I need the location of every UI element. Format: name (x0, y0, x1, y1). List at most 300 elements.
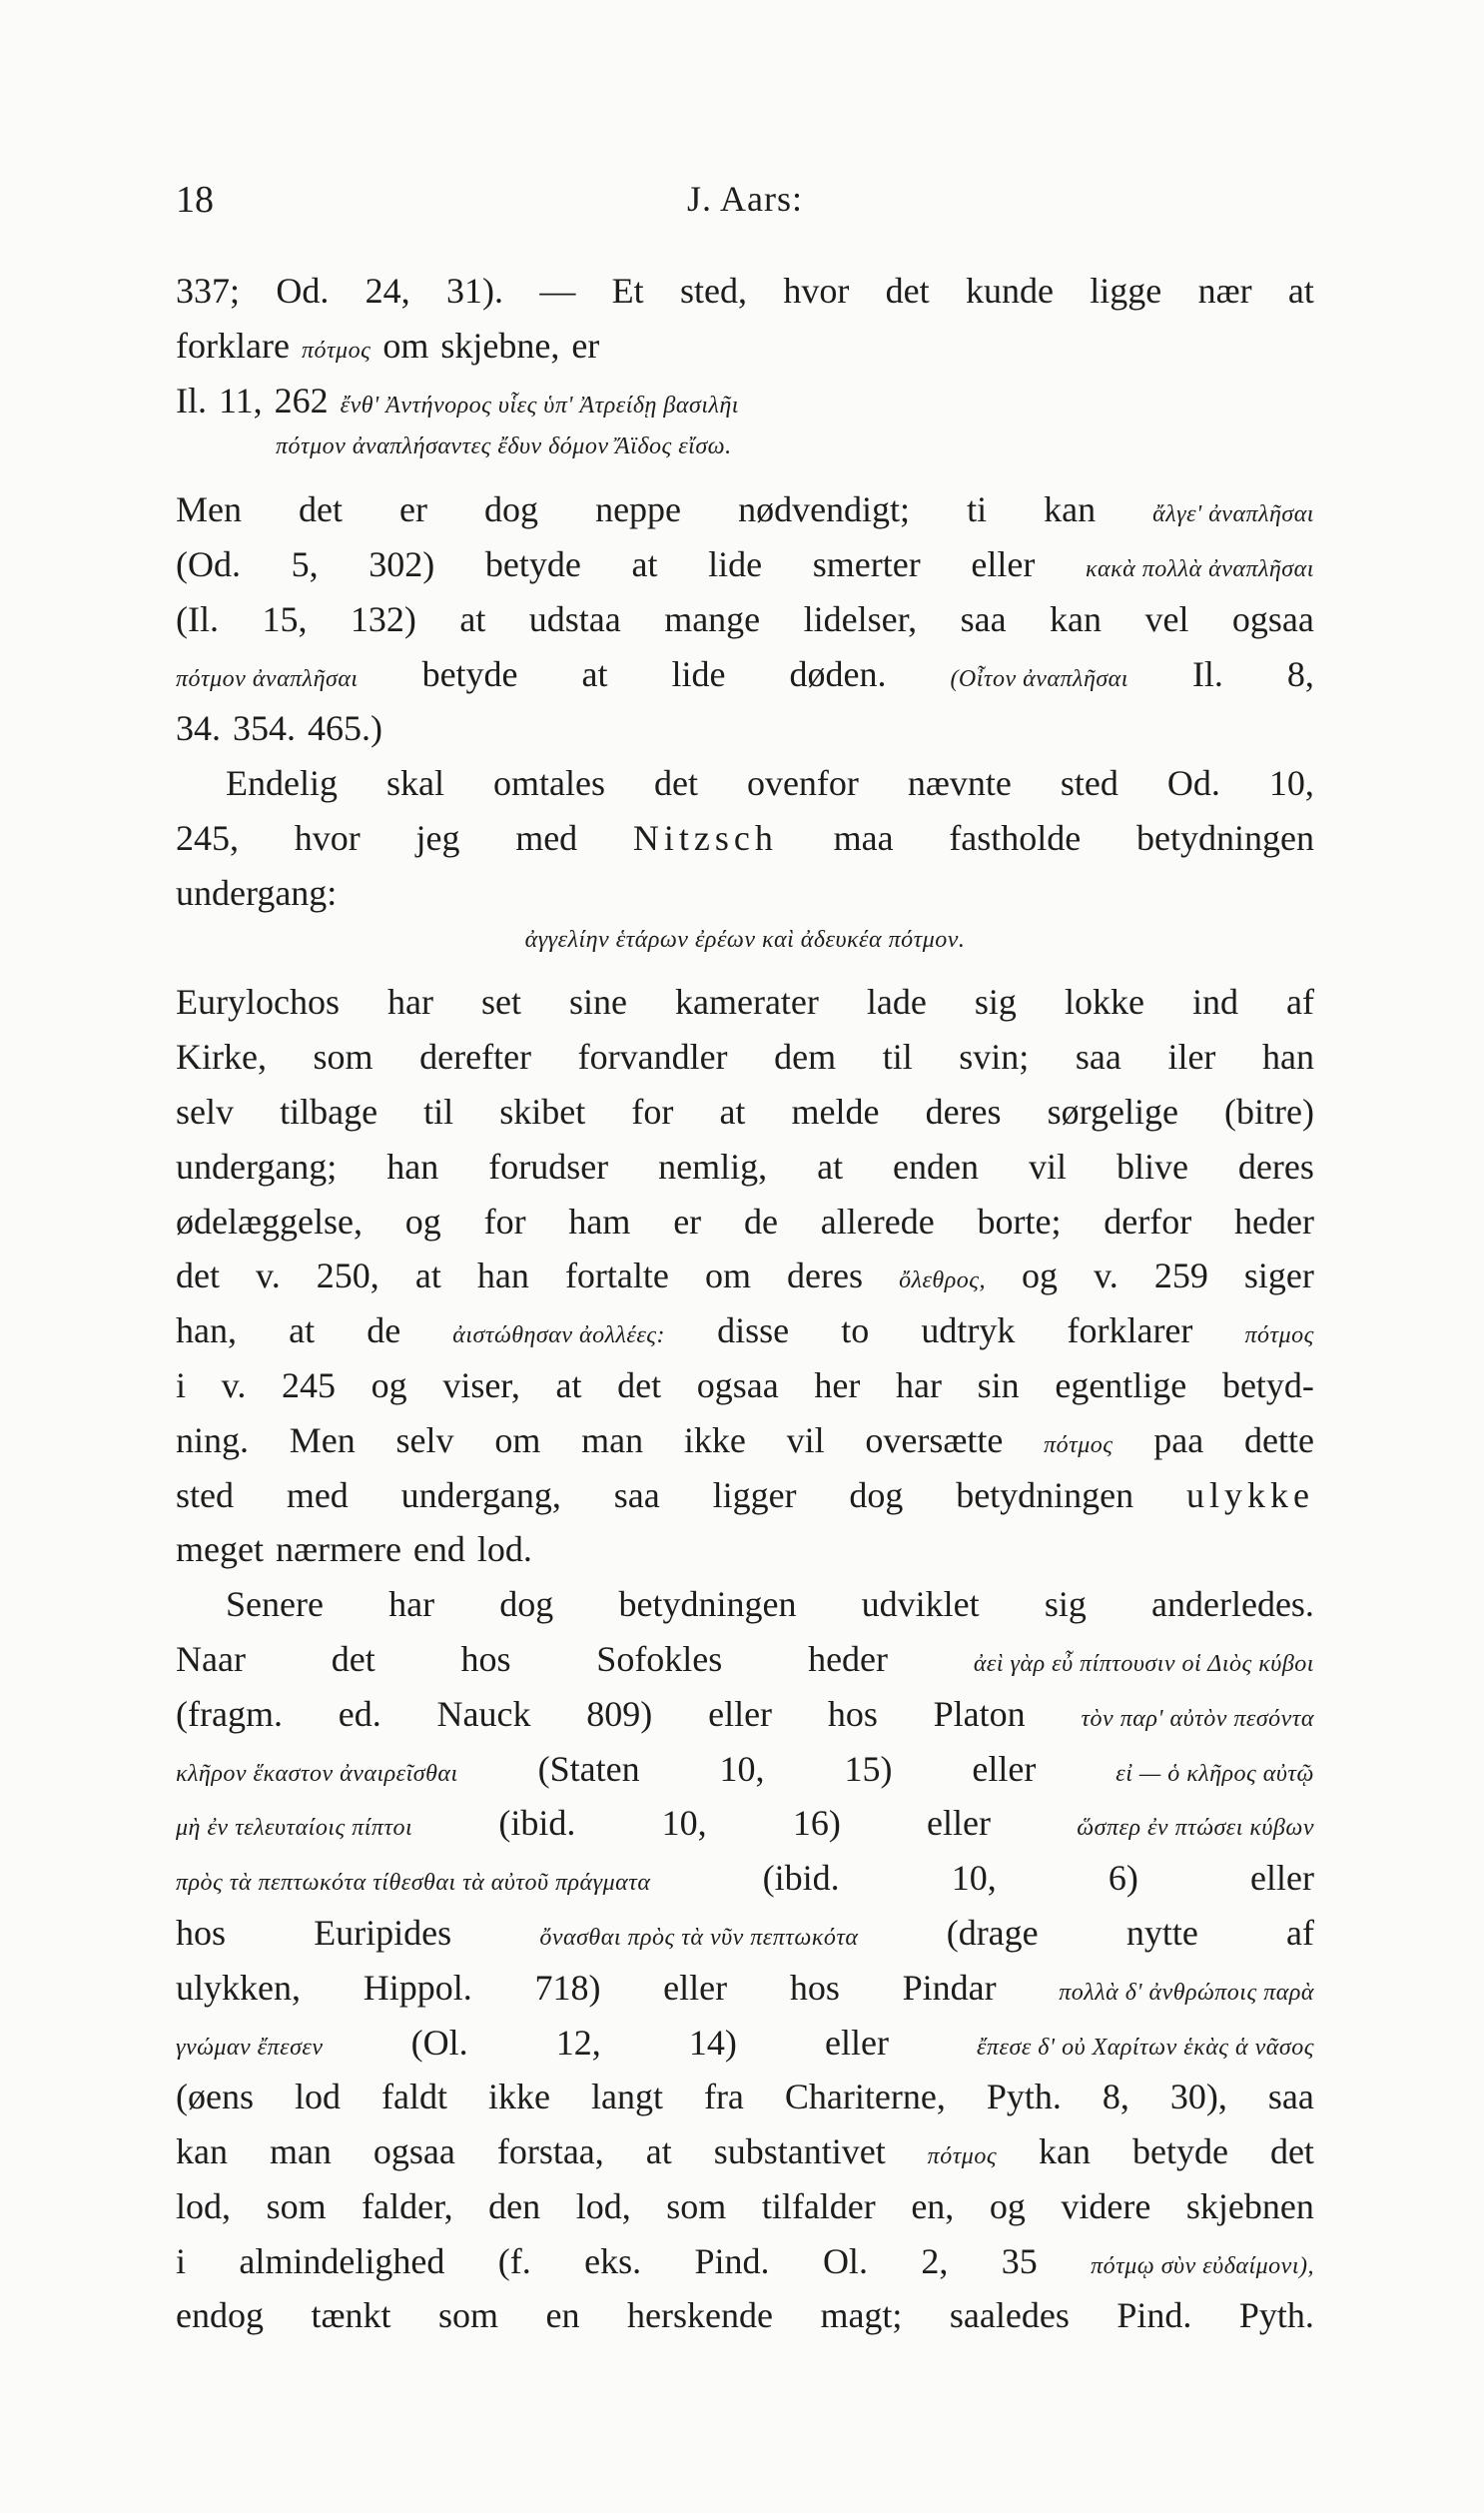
word: sig (974, 982, 1017, 1023)
word: lide (708, 543, 763, 584)
word: dette (1244, 1419, 1314, 1460)
word: at (631, 543, 658, 584)
word: hos (460, 1638, 511, 1679)
word: anderledes. (1151, 1584, 1314, 1625)
word: at (459, 598, 486, 639)
text-line (176, 1638, 1314, 1693)
word: sted (1060, 763, 1118, 804)
word: langt (590, 2077, 663, 2117)
word: borte; (977, 1201, 1062, 1242)
word: falder, (362, 2185, 453, 2226)
word: lokke (1064, 982, 1144, 1023)
word: paa (1153, 1419, 1204, 1460)
text-line (176, 1255, 1314, 1309)
word: faldt (381, 2077, 447, 2117)
word: 245 (282, 1364, 336, 1405)
word: Il. (1191, 653, 1223, 694)
word: enden (893, 1146, 980, 1187)
greek-phrase: πότμῳ σὺν εὐδαίμονι), (1091, 2252, 1314, 2279)
word: som (438, 2295, 499, 2336)
word: som (666, 2185, 727, 2226)
word: og (989, 2185, 1026, 2226)
word: betydningen (956, 1474, 1134, 1515)
word: nødvendigt; (738, 489, 911, 530)
text-line (176, 927, 1314, 982)
word: vel (1144, 598, 1189, 639)
text-line (176, 1693, 1314, 1748)
word: de (367, 1310, 401, 1351)
word: 10, (719, 1748, 765, 1789)
word: ligge (1090, 271, 1162, 311)
text-line (176, 1419, 1314, 1474)
word: og (1022, 1256, 1059, 1296)
word: v. (256, 1256, 281, 1296)
word: undergang, (400, 1474, 561, 1515)
word: tilbage (280, 1091, 378, 1132)
word: eller (927, 1803, 991, 1844)
word: hvor (294, 817, 361, 858)
word: viser, (442, 1364, 520, 1405)
word: heder (808, 1638, 889, 1679)
word: Pind. (1116, 2295, 1192, 2336)
word: eller (972, 1748, 1037, 1789)
word: det (1269, 2131, 1314, 2172)
word: sin (977, 1364, 1020, 1405)
word: herskende (627, 2295, 773, 2336)
word: ogsaa (696, 1364, 779, 1405)
word: betyde (484, 543, 581, 584)
word: eller (663, 1967, 728, 2008)
word: dem (774, 1037, 837, 1078)
word: egentlige (1055, 1364, 1187, 1405)
word: det (331, 1638, 375, 1679)
word: omtales (492, 763, 605, 804)
greek-phrase: πότμος (1244, 1322, 1314, 1349)
word: saa (1075, 1037, 1121, 1078)
text-line (176, 433, 1314, 488)
word: 15, (262, 598, 308, 639)
word: Pyth. (986, 2077, 1062, 2117)
word: oversætte (865, 1419, 1004, 1460)
word: ikke (683, 1419, 746, 1460)
word: v. (1094, 1256, 1118, 1296)
word: Il. (176, 380, 207, 420)
word: 24, (365, 271, 410, 311)
greek-phrase: εἰ — ὁ κλῆρος αὐτῷ (1115, 1760, 1314, 1787)
word: (bitre) (1224, 1091, 1314, 1132)
word: om (382, 325, 429, 366)
word: ligger (712, 1474, 797, 1515)
word: ulykken, (176, 1967, 301, 2008)
word: at (817, 1146, 844, 1187)
text-line (176, 872, 1314, 927)
word: kan (176, 2131, 228, 2172)
text-line (176, 817, 1314, 872)
word: ning. (176, 1419, 250, 1460)
word: lod, (176, 2185, 232, 2226)
word: skal (385, 763, 444, 804)
word: 16) (792, 1803, 841, 1844)
word: døden. (789, 653, 887, 694)
word: nemlig, (658, 1146, 768, 1187)
word: hos (176, 1912, 227, 1953)
word: Kirke, (176, 1037, 267, 1078)
word: at (555, 1364, 582, 1405)
word: han (386, 1146, 439, 1187)
word: ogsaa (372, 2131, 455, 2172)
word: skjebne, (440, 325, 560, 366)
text-line (176, 2130, 1314, 2185)
word: af (1285, 982, 1314, 1023)
word: 6) (1108, 1858, 1138, 1899)
page-body (176, 270, 1314, 2349)
word: 465.) (308, 708, 382, 749)
word: Sofokles (596, 1638, 723, 1679)
word: melde (791, 1091, 880, 1132)
word: Od. (1166, 763, 1220, 804)
word: med (515, 817, 578, 858)
word: han, (176, 1310, 237, 1351)
word: Nauck (436, 1693, 531, 1734)
word: sine (568, 982, 627, 1023)
word: v. (221, 1364, 247, 1405)
word: (f. (497, 2240, 531, 2281)
word: man (269, 2131, 332, 2172)
greek-phrase: ἔπεσε δ' οὐ Χαρίτων ἑκὰς ἁ νᾶσος (977, 2034, 1314, 2061)
word: betyde (1132, 2131, 1228, 2172)
word: for (631, 1091, 674, 1132)
word: 15) (844, 1748, 893, 1789)
text-line (176, 2240, 1314, 2295)
word: selv (176, 1091, 234, 1132)
word: (ibid. (762, 1858, 840, 1899)
word: deres (787, 1256, 863, 1296)
greek-phrase: ὄνασθαι πρὸς τὰ νῦν πεπτωκότα (539, 1924, 859, 1951)
word: i (176, 2240, 187, 2281)
word: ødelæggelse, (176, 1201, 363, 1242)
text-line (176, 380, 1314, 434)
word: endog (176, 2295, 264, 2336)
word: allerede (820, 1201, 935, 1242)
word: Senere (226, 1584, 324, 1625)
word: forvandler (577, 1037, 728, 1078)
word: (ibid. (498, 1803, 576, 1844)
word: er (571, 325, 600, 366)
word: Euripides (314, 1912, 452, 1953)
greek-phrase: ὥσπερ ἐν πτώσει κύβων (1077, 1815, 1314, 1842)
word: 10, (951, 1858, 997, 1899)
word: om (704, 1256, 751, 1296)
text-line (176, 2185, 1314, 2240)
word: 250, (316, 1256, 379, 1296)
word: eks. (584, 2240, 642, 2281)
word: saa (613, 1474, 660, 1515)
text-line (176, 325, 1314, 380)
word: betydningen (618, 1584, 797, 1625)
word: betyd- (1221, 1364, 1314, 1405)
word: Men (176, 489, 242, 530)
word: Pyth. (1238, 2295, 1314, 2336)
word: sørgelige (1047, 1091, 1178, 1132)
word: og (371, 1364, 407, 1405)
word: ind (1191, 982, 1238, 1023)
word: blive (1115, 1146, 1188, 1187)
word: disse (717, 1310, 790, 1351)
greek-phrase: κλῆρον ἕκαστον ἀναιρεῖσθαι (176, 1760, 458, 1787)
text-line (176, 1748, 1314, 1803)
word: Endelig (226, 763, 338, 804)
greek-phrase: (Οἶτον ἀναπλῆσαι (950, 665, 1128, 692)
text-line (176, 488, 1314, 543)
word: 35 (1001, 2240, 1038, 2281)
word: til (882, 1037, 913, 1078)
word: lade (866, 982, 927, 1023)
word: Pind. (694, 2240, 770, 2281)
word: som (313, 1037, 373, 1078)
word: Hippol. (363, 1967, 472, 2008)
word: sig (1044, 1584, 1087, 1625)
text-line (176, 762, 1314, 817)
word: har (386, 982, 433, 1023)
word: skibet (499, 1091, 586, 1132)
word: eller (708, 1693, 773, 1734)
running-head: J. Aars: (687, 179, 803, 219)
word: lod (294, 2077, 341, 2117)
text-line (176, 1201, 1314, 1256)
word: er (399, 489, 428, 530)
word: ikke (487, 2077, 550, 2117)
word: og (404, 1201, 441, 1242)
word: sted (176, 1474, 234, 1515)
word: lide (671, 653, 726, 694)
word: at (645, 2131, 672, 2172)
word: her (814, 1364, 861, 1405)
word: neppe (595, 489, 682, 530)
word: tænkt (311, 2295, 391, 2336)
word: lod, (575, 2185, 631, 2226)
word: udtryk (921, 1310, 1016, 1351)
word: Et (611, 271, 644, 311)
word: hos (827, 1693, 878, 1734)
word: lod. (476, 1529, 532, 1570)
word: 14) (688, 2022, 737, 2063)
text-line (176, 981, 1314, 1036)
greek-phrase: πότμος (301, 337, 371, 364)
word: nærmere (275, 1529, 401, 1570)
word: det (885, 271, 930, 311)
word: 10, (1268, 763, 1314, 804)
word: saa (1267, 2077, 1314, 2117)
word: en (545, 2295, 580, 2336)
word: ham (568, 1201, 631, 1242)
text-line (176, 270, 1314, 325)
text-line (176, 653, 1314, 708)
word: Ol. (822, 2240, 868, 2281)
word: svin; (959, 1037, 1030, 1078)
word: 2, (921, 2240, 949, 2281)
word: af (1285, 1912, 1314, 1953)
text-line (176, 1912, 1314, 1967)
text-line (176, 1091, 1314, 1146)
word: udstaa (528, 598, 621, 639)
word: Chariterne, (784, 2077, 946, 2117)
word: end (412, 1529, 465, 1570)
greek-phrase: γνώμαν ἔπεσεν (176, 2034, 324, 2061)
word: (Ol. (410, 2022, 468, 2063)
word: ogsaa (1231, 598, 1314, 639)
word: 809) (586, 1693, 653, 1734)
text-line (176, 1857, 1314, 1912)
word: Nitzsch (632, 817, 778, 858)
word: at (1287, 271, 1314, 311)
word: tilfalder (761, 2185, 876, 2226)
word: saa (960, 598, 1007, 639)
text-line (176, 1036, 1314, 1091)
word: mange (664, 598, 761, 639)
text-line (176, 2294, 1314, 2349)
word: magt; (820, 2295, 903, 2336)
word: at (719, 1091, 746, 1132)
text-line (176, 1474, 1314, 1529)
word: kamerater (675, 982, 819, 1023)
word: (Staten (537, 1748, 640, 1789)
word: videre (1061, 2185, 1151, 2226)
word: han (1262, 1037, 1314, 1078)
text-line (176, 543, 1314, 598)
word: den (488, 2185, 541, 2226)
greek-phrase: ἄλγε' ἀναπλῆσαι (1152, 501, 1314, 528)
word: til (423, 1091, 454, 1132)
word: set (480, 982, 521, 1023)
greek-phrase: πολλὰ δ' ἀνθρώποις παρὰ (1059, 1979, 1314, 2006)
word: det (176, 1256, 220, 1296)
word: vil (786, 1419, 825, 1460)
word: fra (703, 2077, 744, 2117)
word: Platon (933, 1693, 1026, 1734)
word: (øens (176, 2077, 254, 2117)
word: at (581, 653, 608, 694)
word: 5, (291, 543, 319, 584)
word: Od. (276, 271, 330, 311)
word: eller (971, 543, 1036, 584)
greek-phrase: ἀιστώθησαν ἀολλέες: (452, 1322, 666, 1349)
word: er (673, 1201, 702, 1242)
word: dog (484, 489, 539, 530)
greek-phrase: πότμον ἀναπλήσαντες ἔδυν δόμον Ἄϊδος εἴσω. (276, 433, 732, 460)
word: eller (824, 2022, 889, 2063)
greek-phrase: τὸν παρ' αὐτὸν πεσόντα (1081, 1705, 1314, 1732)
word: deres (925, 1091, 1002, 1132)
word: nævnte (907, 763, 1012, 804)
word: som (266, 2185, 327, 2226)
word: at (289, 1310, 316, 1351)
word: — (539, 271, 576, 311)
text-line (176, 1528, 1314, 1583)
word: eller (1250, 1858, 1314, 1899)
word: 132) (350, 598, 416, 639)
word: Naar (176, 1638, 246, 1679)
word: 262 (274, 380, 329, 420)
word: 245, (176, 817, 239, 858)
greek-phrase: κακὰ πολλὰ ἀναπλῆσαι (1085, 555, 1314, 582)
word: vil (1028, 1146, 1067, 1187)
word: 354. (233, 708, 296, 749)
word: har (388, 1584, 435, 1625)
word: dog (849, 1474, 904, 1515)
greek-phrase: ὄλεθρος, (899, 1267, 986, 1294)
word: lidelser, (803, 598, 918, 639)
word: Pindar (902, 1967, 997, 2008)
word: om (494, 1419, 541, 1460)
word: meget (176, 1529, 264, 1570)
word: 30), (1169, 2077, 1227, 2117)
text-line (176, 1967, 1314, 2022)
greek-phrase: ἔνθ' Ἀντήνορος υἷες ὑπ' Ἀτρείδῃ βασιλῆι (340, 392, 739, 419)
word: 8, (1102, 2077, 1129, 2117)
word: forudser (488, 1146, 609, 1187)
word: man (581, 1419, 644, 1460)
word: hvor (783, 271, 850, 311)
word: han (476, 1256, 529, 1296)
word: heder (1234, 1201, 1314, 1242)
word: 10, (661, 1803, 707, 1844)
word: forklare (176, 325, 290, 366)
word: (fragm. (176, 1693, 283, 1734)
word: deres (1237, 1146, 1314, 1187)
word: ti (967, 489, 988, 530)
word: 302) (369, 543, 435, 584)
word: kan (1044, 489, 1097, 530)
greek-phrase: πότμον ἀναπλῆσαι (176, 665, 359, 692)
word: 8, (1286, 653, 1314, 694)
word: ulykke (1186, 1474, 1314, 1515)
word: forklarer (1067, 1310, 1193, 1351)
word: at (414, 1256, 441, 1296)
word: substantivet (713, 2131, 886, 2172)
word: med (286, 1474, 349, 1515)
word: fortalte (564, 1256, 669, 1296)
text-line (176, 1583, 1314, 1638)
greek-phrase: ἀγγελίην ἑτάρων ἐρέων καὶ ἀδευκέα πότμον. (524, 926, 966, 953)
word: 34. (176, 708, 221, 749)
word: saaledes (949, 2295, 1070, 2336)
greek-phrase: ἀεὶ γὰρ εὖ πίπτουσιν οἱ Διὸς κύβοι (973, 1650, 1314, 1677)
page-number: 18 (176, 179, 214, 221)
word: (drage (946, 1912, 1039, 1953)
word: maa (833, 817, 894, 858)
word: jeg (415, 817, 460, 858)
word: kan (1039, 2131, 1092, 2172)
word: siger (1243, 1256, 1314, 1296)
text-line (176, 598, 1314, 653)
word: forstaa, (496, 2131, 604, 2172)
word: 337; (176, 271, 241, 311)
word: en, (911, 2185, 955, 2226)
word: Eurylochos (176, 982, 340, 1023)
word: Men (289, 1419, 356, 1460)
word: derefter (419, 1037, 532, 1078)
text-line (176, 2022, 1314, 2077)
word: for (483, 1201, 526, 1242)
word: selv (395, 1419, 454, 1460)
word: i (176, 1364, 187, 1405)
word: undergang; (176, 1146, 338, 1187)
greek-phrase: πρὸς τὰ πεπτωκότα τίθεσθαι τὰ αὐτοῦ πράγματα (176, 1870, 651, 1897)
text-line (176, 1309, 1314, 1364)
word: 259 (1153, 1256, 1208, 1296)
word: (Il. (176, 598, 219, 639)
word: dog (499, 1584, 554, 1625)
